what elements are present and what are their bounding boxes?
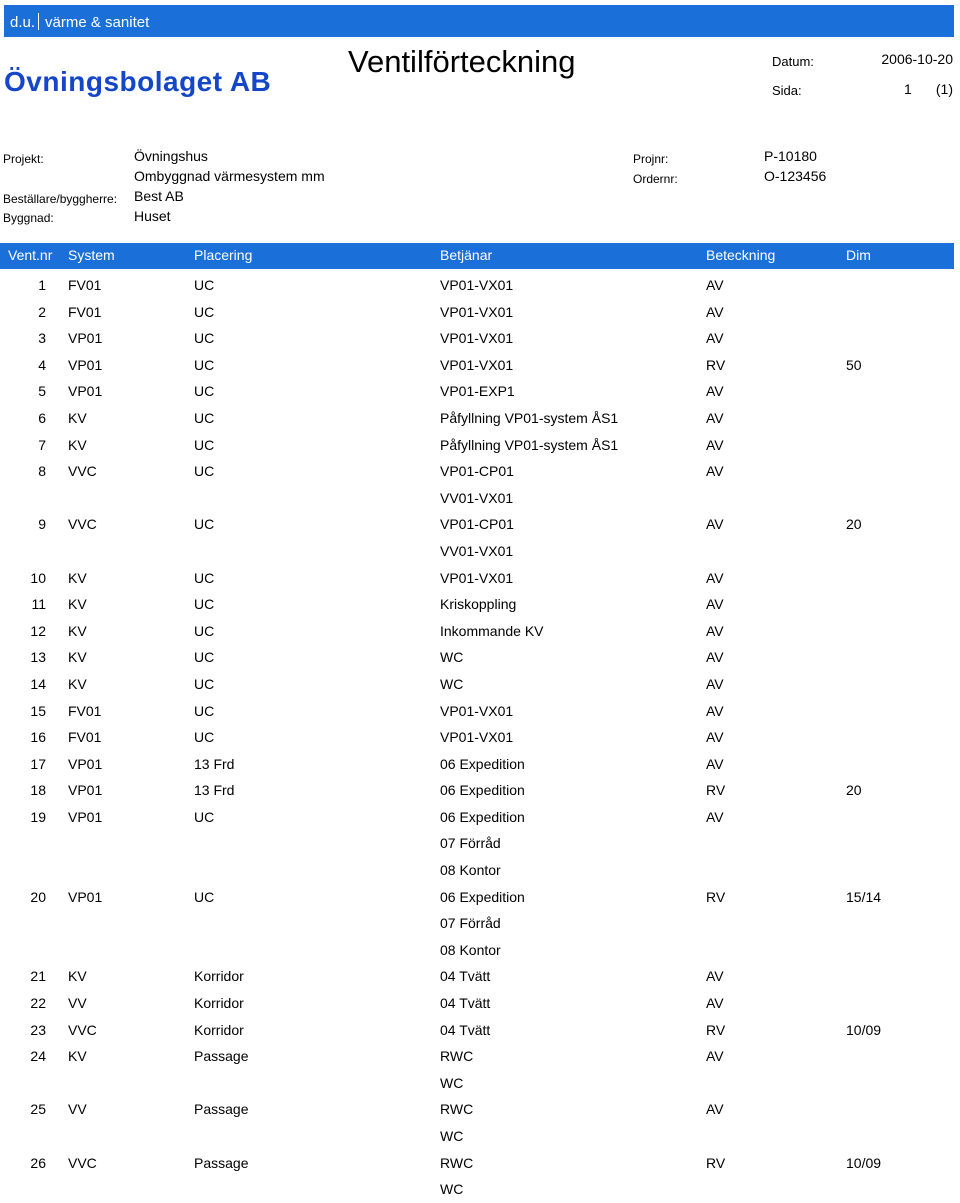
cell-betjanar: 06 Expedition: [440, 755, 525, 772]
cell-betjanar: 08 Kontor: [440, 862, 501, 879]
brand-divider: [38, 13, 39, 30]
cell-vent-nr: 11: [31, 596, 46, 613]
cell-vent-nr: 6: [38, 409, 46, 426]
cell-system: KV: [68, 409, 87, 426]
cell-system: VP01: [68, 782, 103, 799]
cell-betjanar: 07 Förråd: [440, 835, 501, 852]
cell-beteckning: AV: [706, 516, 724, 533]
cell-placering: UC: [194, 702, 215, 719]
cell-placering: UC: [194, 409, 215, 426]
cell-placering: UC: [194, 808, 215, 825]
sida-label: Sida:: [772, 83, 802, 98]
ordernr-value: O-123456: [764, 168, 827, 184]
cell-placering: UC: [194, 516, 215, 533]
cell-beteckning: AV: [706, 995, 724, 1012]
company-logo: Övningsbolaget AB: [4, 66, 272, 97]
cell-betjanar: VV01-VX01: [440, 542, 514, 559]
cell-system: VP01: [68, 755, 103, 772]
cell-placering: UC: [194, 277, 215, 293]
cell-betjanar: Påfyllning VP01-system ÅS1: [440, 409, 619, 426]
cell-betjanar: WC: [440, 649, 464, 666]
table-row: [0, 565, 954, 592]
cell-beteckning: AV: [706, 1101, 724, 1118]
cell-vent-nr: 1: [38, 277, 46, 293]
cell-placering: UC: [194, 330, 215, 347]
cell-placering: UC: [194, 649, 215, 666]
cell-vent-nr: 26: [30, 1154, 46, 1171]
cell-betjanar: RWC: [440, 1101, 474, 1118]
company-brand: [10, 13, 149, 31]
table-row: [0, 458, 954, 485]
table-row: [0, 1096, 954, 1123]
cell-betjanar: 07 Förråd: [440, 915, 501, 932]
cell-beteckning: AV: [706, 622, 724, 639]
sida-total: (1): [935, 81, 953, 97]
table-row: [0, 272, 954, 299]
cell-vent-nr: 24: [30, 1048, 46, 1065]
col-header-betjanar: Betjänar: [440, 247, 493, 263]
cell-placering: UC: [194, 888, 215, 905]
byggnad-value: Huset: [134, 208, 171, 224]
cell-beteckning: AV: [706, 569, 724, 586]
cell-placering: Korridor: [194, 1021, 244, 1038]
bestallare-value: Best AB: [134, 188, 184, 204]
col-header-nr: Vent.nr: [8, 247, 53, 263]
cell-dim: 20: [846, 516, 862, 533]
table-row: [0, 1123, 954, 1150]
cell-beteckning: RV: [706, 356, 726, 373]
cell-vent-nr: 21: [30, 968, 46, 985]
cell-betjanar: RWC: [440, 1154, 474, 1171]
cell-vent-nr: 18: [30, 782, 46, 799]
cell-betjanar: VP01-CP01: [440, 463, 514, 480]
cell-dim: 15/14: [846, 888, 882, 905]
page-title: Ventilförteckning: [348, 44, 576, 79]
cell-betjanar: VP01-VX01: [440, 277, 514, 293]
table-row: [0, 990, 954, 1017]
cell-beteckning: AV: [706, 277, 724, 293]
cell-placering: Passage: [194, 1101, 249, 1118]
cell-placering: Korridor: [194, 995, 244, 1012]
table-row: [0, 804, 954, 831]
valve-table-body: [0, 272, 954, 1203]
cell-system: FV01: [68, 277, 102, 293]
cell-betjanar: 06 Expedition: [440, 782, 525, 799]
cell-betjanar: VP01-CP01: [440, 516, 514, 533]
table-row: [0, 644, 954, 671]
cell-system: VP01: [68, 356, 103, 373]
cell-placering: UC: [194, 675, 215, 692]
table-row: [0, 1017, 954, 1044]
cell-beteckning: AV: [706, 383, 724, 400]
cell-system: KV: [68, 968, 87, 985]
cell-betjanar: VP01-VX01: [440, 729, 514, 746]
table-row: [0, 884, 954, 911]
cell-beteckning: RV: [706, 1154, 726, 1171]
cell-beteckning: RV: [706, 782, 726, 799]
table-row: [0, 671, 954, 698]
cell-dim: 10/09: [846, 1154, 882, 1171]
table-row: [0, 724, 954, 751]
table-row: [0, 1176, 954, 1203]
datum-label: Datum:: [772, 54, 814, 69]
cell-dim: 50: [846, 356, 862, 373]
table-row: [0, 432, 954, 459]
table-row: [0, 591, 954, 618]
cell-beteckning: AV: [706, 303, 724, 320]
table-row: [0, 1150, 954, 1177]
cell-vent-nr: 9: [38, 516, 46, 533]
cell-system: VP01: [68, 808, 103, 825]
bestallare-label: Beställare/byggherre:: [3, 192, 118, 206]
cell-vent-nr: 23: [30, 1021, 46, 1038]
cell-placering: UC: [194, 383, 215, 400]
table-row: [0, 910, 954, 937]
cell-system: KV: [68, 649, 87, 666]
cell-system: FV01: [68, 303, 102, 320]
cell-system: KV: [68, 675, 87, 692]
cell-betjanar: VP01-VX01: [440, 330, 514, 347]
table-row: [0, 777, 954, 804]
cell-beteckning: AV: [706, 409, 724, 426]
cell-system: FV01: [68, 702, 102, 719]
cell-beteckning: AV: [706, 596, 724, 613]
cell-system: VV: [68, 995, 87, 1012]
company-header-bar: [4, 5, 954, 37]
cell-placering: UC: [194, 356, 215, 373]
cell-beteckning: AV: [706, 463, 724, 480]
cell-betjanar: 08 Kontor: [440, 941, 501, 958]
cell-betjanar: VP01-VX01: [440, 569, 514, 586]
cell-system: VP01: [68, 383, 103, 400]
table-row: [0, 378, 954, 405]
cell-vent-nr: 2: [38, 303, 46, 320]
sida-value: 1: [904, 81, 912, 97]
projekt-line2: Ombyggnad värmesystem mm: [134, 168, 325, 184]
projnr-label: Projnr:: [633, 152, 669, 166]
col-header-dim: Dim: [846, 247, 871, 263]
cell-beteckning: AV: [706, 968, 724, 985]
cell-beteckning: RV: [706, 1021, 726, 1038]
cell-betjanar: VP01-VX01: [440, 702, 514, 719]
cell-beteckning: RV: [706, 888, 726, 905]
cell-system: KV: [68, 596, 87, 613]
table-row: [0, 937, 954, 964]
cell-beteckning: AV: [706, 808, 724, 825]
cell-betjanar: WC: [440, 1074, 464, 1091]
brand-right: värme & sanitet: [45, 14, 150, 31]
projekt-label: Projekt:: [3, 152, 44, 166]
table-row: [0, 698, 954, 725]
cell-vent-nr: 14: [30, 675, 46, 692]
cell-beteckning: AV: [706, 675, 724, 692]
col-header-placering: Placering: [194, 247, 253, 263]
table-row: [0, 830, 954, 857]
cell-betjanar: WC: [440, 1128, 464, 1144]
cell-placering: UC: [194, 596, 215, 613]
cell-vent-nr: 7: [38, 436, 46, 453]
cell-system: VVC: [68, 516, 97, 533]
table-row: [0, 963, 954, 990]
cell-dim: 20: [846, 782, 862, 799]
cell-betjanar: 04 Tvätt: [440, 968, 491, 985]
cell-betjanar: RWC: [440, 1048, 474, 1065]
cell-system: VVC: [68, 463, 97, 480]
cell-system: FV01: [68, 729, 102, 746]
cell-placering: Passage: [194, 1154, 249, 1171]
cell-system: VP01: [68, 888, 103, 905]
cell-placering: UC: [194, 729, 215, 746]
table-row: [0, 857, 954, 884]
table-row: [0, 405, 954, 432]
cell-betjanar: VP01-VX01: [440, 356, 514, 373]
cell-vent-nr: 3: [38, 330, 46, 347]
table-row: [0, 618, 954, 645]
table-header: [0, 243, 954, 269]
cell-vent-nr: 19: [30, 808, 46, 825]
cell-vent-nr: 22: [30, 995, 46, 1012]
brand-left: d.u.: [10, 14, 36, 31]
cell-betjanar: Påfyllning VP01-system ÅS1: [440, 436, 619, 453]
datum-value: 2006-10-20: [881, 51, 953, 67]
cell-betjanar: Kriskoppling: [440, 596, 517, 613]
cell-system: KV: [68, 569, 87, 586]
cell-placering: 13 Frd: [194, 755, 235, 772]
cell-system: VP01: [68, 330, 103, 347]
cell-betjanar: 06 Expedition: [440, 808, 525, 825]
cell-betjanar: WC: [440, 1181, 464, 1198]
cell-placering: Passage: [194, 1048, 249, 1065]
cell-placering: UC: [194, 436, 215, 453]
cell-beteckning: AV: [706, 1048, 724, 1065]
cell-vent-nr: 25: [30, 1101, 46, 1118]
cell-placering: UC: [194, 463, 215, 480]
table-row: [0, 511, 954, 538]
cell-vent-nr: 20: [30, 888, 46, 905]
table-row: [0, 485, 954, 512]
byggnad-label: Byggnad:: [3, 211, 54, 225]
cell-system: VV: [68, 1101, 87, 1118]
cell-betjanar: Inkommande KV: [440, 622, 544, 639]
table-row: [0, 1070, 954, 1097]
cell-system: KV: [68, 436, 87, 453]
cell-vent-nr: 8: [38, 463, 46, 480]
cell-placering: Korridor: [194, 968, 244, 985]
cell-betjanar: 04 Tvätt: [440, 1021, 491, 1038]
cell-betjanar: VP01-EXP1: [440, 383, 515, 400]
cell-vent-nr: 4: [38, 356, 46, 373]
table-row: [0, 751, 954, 778]
col-header-system: System: [68, 247, 115, 263]
cell-beteckning: AV: [706, 702, 724, 719]
table-row: [0, 538, 954, 565]
cell-beteckning: AV: [706, 755, 724, 772]
cell-placering: UC: [194, 303, 215, 320]
table-row: [0, 1043, 954, 1070]
table-row: [0, 352, 954, 379]
cell-beteckning: AV: [706, 729, 724, 746]
projekt-line1: Övningshus: [134, 148, 208, 164]
table-row: [0, 299, 954, 326]
ordernr-label: Ordernr:: [633, 172, 678, 186]
cell-beteckning: AV: [706, 649, 724, 666]
table-row: [0, 325, 954, 352]
cell-beteckning: AV: [706, 436, 724, 453]
cell-betjanar: VP01-VX01: [440, 303, 514, 320]
cell-placering: UC: [194, 622, 215, 639]
cell-vent-nr: 5: [38, 383, 46, 400]
cell-vent-nr: 17: [30, 755, 46, 772]
cell-betjanar: 06 Expedition: [440, 888, 525, 905]
cell-vent-nr: 16: [30, 729, 46, 746]
cell-betjanar: 04 Tvätt: [440, 995, 491, 1012]
cell-placering: UC: [194, 569, 215, 586]
cell-system: KV: [68, 622, 87, 639]
cell-system: KV: [68, 1048, 87, 1065]
cell-vent-nr: 15: [30, 702, 46, 719]
cell-beteckning: AV: [706, 330, 724, 347]
cell-dim: 10/09: [846, 1021, 882, 1038]
cell-betjanar: WC: [440, 675, 464, 692]
cell-vent-nr: 12: [30, 622, 46, 639]
cell-system: VVC: [68, 1021, 97, 1038]
projnr-value: P-10180: [764, 148, 817, 164]
col-header-beteckning: Beteckning: [706, 247, 776, 263]
cell-placering: 13 Frd: [194, 782, 235, 799]
cell-vent-nr: 13: [30, 649, 46, 666]
cell-system: VVC: [68, 1154, 97, 1171]
cell-betjanar: VV01-VX01: [440, 489, 514, 506]
cell-vent-nr: 10: [30, 569, 46, 586]
